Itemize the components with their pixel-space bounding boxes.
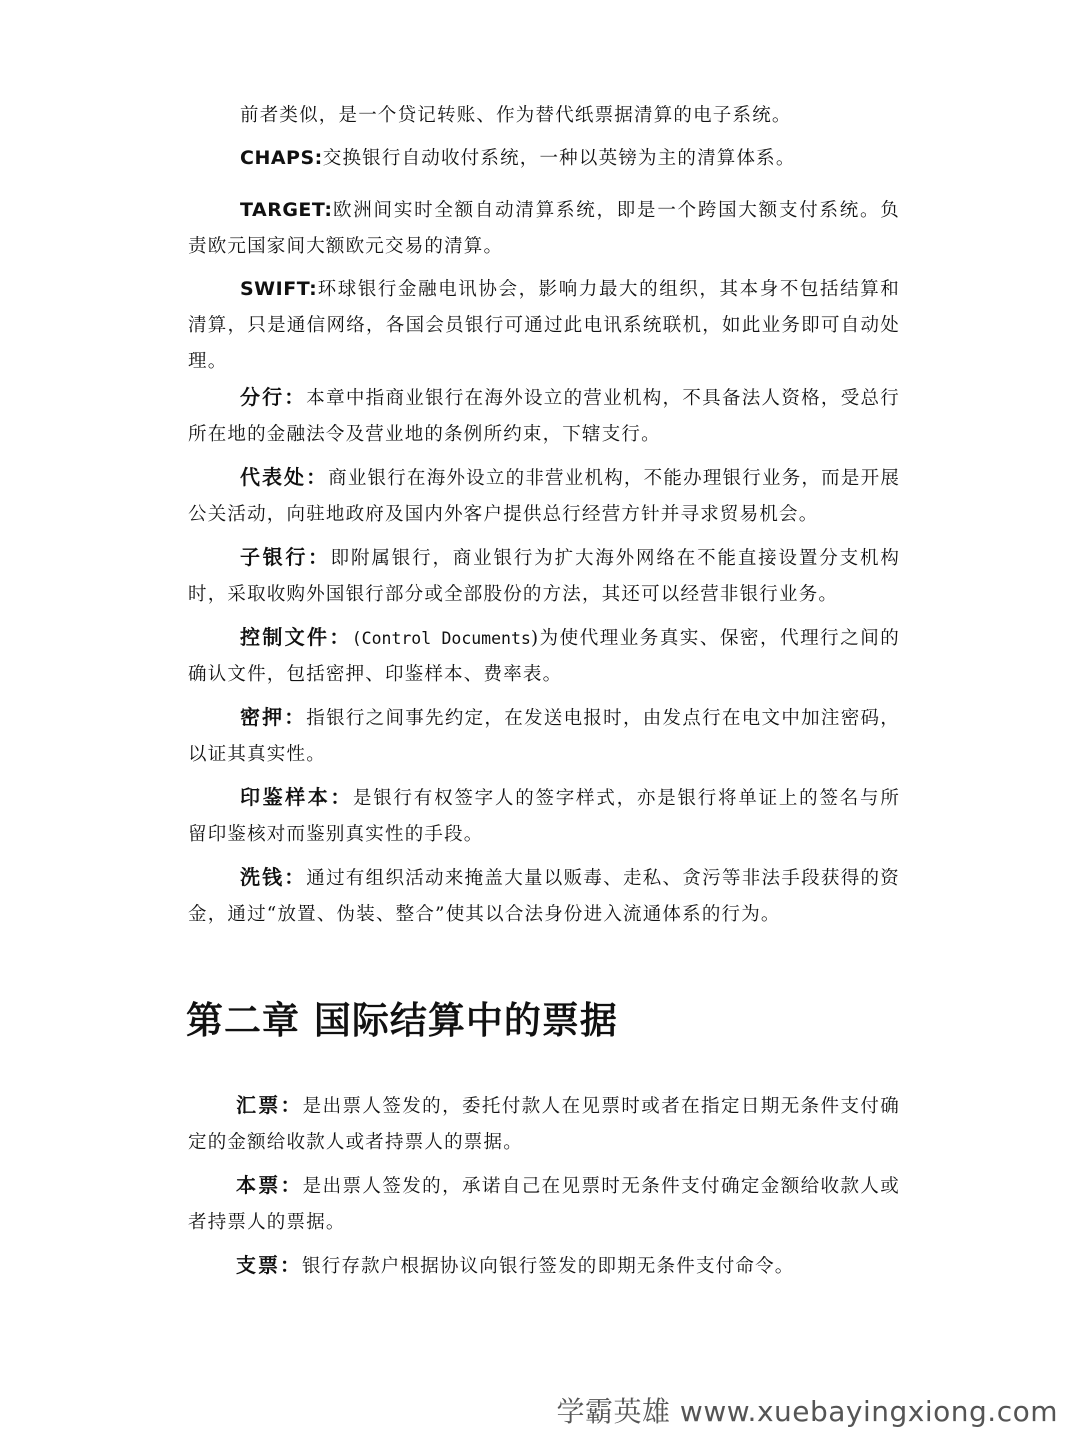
glossary-entry-swift bbox=[188, 271, 900, 380]
glossary-entry-branch bbox=[188, 379, 900, 453]
glossary-term: 控制文件 bbox=[240, 625, 330, 649]
term-separator: ： bbox=[284, 705, 307, 729]
term-separator: ： bbox=[306, 465, 329, 489]
glossary-definition: 是出票人签发的，承诺自己在见票时无条件支付确定金额给收款人或者持票人的票据。 bbox=[188, 1176, 900, 1233]
chapter-title: 第二章 国际结算中的票据 bbox=[186, 999, 618, 1042]
glossary-definition: 商业银行在海外设立的非营业机构，不能办理银行业务，而是开展公关活动，向驻地政府及国内外客户提供总行经营方针并寻求贸易机会。 bbox=[188, 468, 901, 525]
term-separator: ： bbox=[280, 1173, 303, 1197]
term-separator: ： bbox=[330, 785, 353, 809]
paren-open: ( bbox=[351, 629, 362, 648]
glossary-entry-subsidiary-bank bbox=[188, 539, 900, 613]
glossary-term: 汇票 bbox=[236, 1093, 281, 1117]
glossary-definition: 交换银行自动收付系统，一种以英镑为主的清算体系。 bbox=[322, 148, 796, 169]
glossary-term: TARGET bbox=[240, 199, 325, 221]
paragraph-text: 前者类似，是一个贷记转账、作为替代纸票据清算的电子系统。 bbox=[240, 105, 792, 126]
term-separator: ： bbox=[329, 625, 352, 649]
glossary-term: 本票 bbox=[236, 1173, 281, 1197]
glossary-term: SWIFT bbox=[240, 278, 310, 300]
glossary-definition: 欧洲间实时全额自动清算系统，即是一个跨国大额支付系统。负责欧元国家间大额欧元交易的清算。 bbox=[188, 200, 900, 257]
term-separator: ： bbox=[284, 385, 307, 409]
glossary-term: 支票 bbox=[236, 1253, 280, 1277]
term-separator: ： bbox=[284, 865, 307, 889]
chapter-entry-bill-of-exchange bbox=[188, 1087, 900, 1161]
chapter-entry-cheque bbox=[188, 1247, 900, 1285]
glossary-term: CHAPS bbox=[240, 147, 315, 169]
term-separator: ： bbox=[280, 1253, 302, 1277]
glossary-entry-money-laundering bbox=[188, 859, 900, 933]
glossary-definition: 通过有组织活动来掩盖大量以贩毒、走私、贪污等非法手段获得的资金，通过“放置、伪装、整合”使其以合法身份进入流通体系的行为。 bbox=[188, 868, 900, 925]
glossary-definition: 是出票人签发的，委托付款人在见票时或者在指定日期无条件支付确定的金额给收款人或者持票人的票据。 bbox=[188, 1096, 900, 1153]
glossary-term: 代表处 bbox=[240, 465, 307, 489]
glossary-entry-chaps bbox=[188, 140, 900, 177]
glossary-definition: 是银行有权签字人的签字样式，亦是银行将单证上的签名与所留印鉴核对而鉴别真实性的手段。 bbox=[188, 788, 901, 845]
glossary-term: 子银行 bbox=[240, 545, 308, 569]
term-separator: ： bbox=[280, 1093, 303, 1117]
glossary-definition: )为使代理业务真实、保密，代理行之间的确认文件，包括密押、印鉴样本、费率表。 bbox=[188, 628, 900, 685]
glossary-definition: 即附属银行，商业银行为扩大海外网络在不能直接设置分支机构时，采取收购外国银行部分或全部股份的方法，其还可以经营非银行业务。 bbox=[188, 548, 901, 605]
paragraph-continuation bbox=[188, 98, 900, 134]
english-term: Control Documents bbox=[361, 629, 531, 648]
term-separator: : bbox=[309, 278, 318, 300]
site-watermark: 学霸英雄 www.xuebayingxiong.com bbox=[556, 1395, 1058, 1428]
glossary-definition: 银行存款户根据协议向银行签发的即期无条件支付命令。 bbox=[302, 1256, 795, 1277]
glossary-entry-control-documents bbox=[188, 619, 900, 693]
glossary-term: 分行 bbox=[240, 385, 285, 409]
term-separator: : bbox=[314, 147, 323, 169]
glossary-entry-test-key bbox=[188, 699, 900, 773]
glossary-entry-target bbox=[188, 192, 900, 265]
glossary-term: 密押 bbox=[240, 705, 285, 729]
glossary-definition: 本章中指商业银行在海外设立的营业机构，不具备法人资格，受总行所在地的金融法令及营业地的条例所约束，下辖支行。 bbox=[188, 388, 900, 445]
glossary-entry-specimen-signatures bbox=[188, 779, 900, 853]
glossary-entry-representative-office bbox=[188, 459, 900, 533]
term-separator: ： bbox=[307, 545, 331, 569]
glossary-definition: 指银行之间事先约定，在发送电报时，由发点行在电文中加注密码，以证其真实性。 bbox=[188, 708, 900, 765]
glossary-term: 印鉴样本 bbox=[240, 785, 331, 809]
glossary-term: 洗钱 bbox=[240, 865, 285, 889]
glossary-definition: 环球银行金融电讯协会，影响力最大的组织，其本身不包括结算和清算，只是通信网络，各国会员银行可通过此电讯系统联机，如此业务即可自动处理。 bbox=[188, 279, 900, 372]
term-separator: : bbox=[324, 199, 333, 221]
chapter-entry-promissory-note bbox=[188, 1167, 900, 1241]
